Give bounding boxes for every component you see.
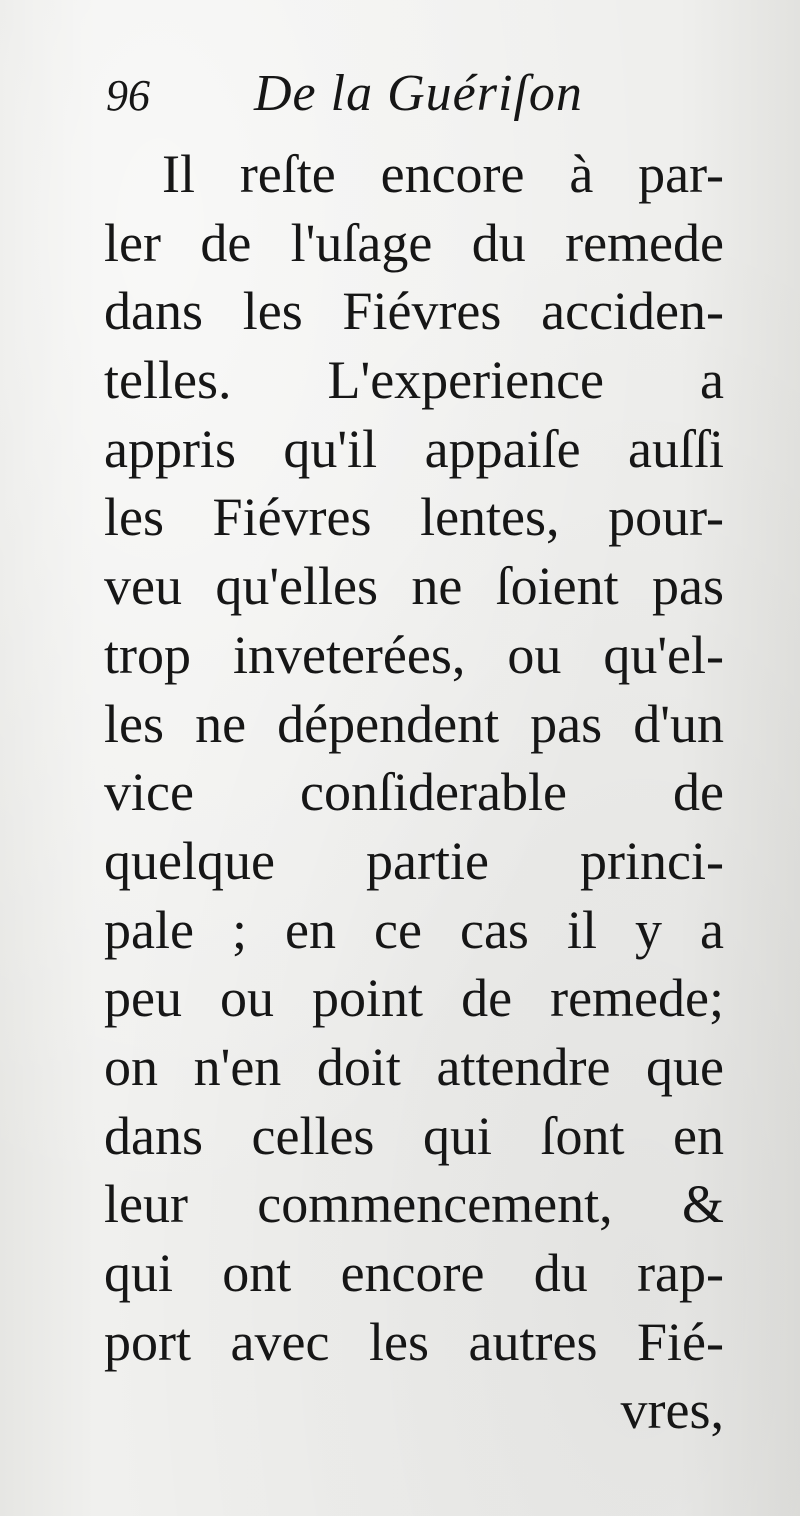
text-line: qui ont encore du rap- bbox=[104, 1243, 724, 1303]
body-text bbox=[104, 140, 724, 1445]
text-line: appris qu'il appaiſe auſſi bbox=[104, 418, 724, 479]
text-line: on n'en doit attendre que bbox=[104, 1036, 724, 1097]
text-line: Il reſte encore à par- bbox=[162, 144, 724, 204]
catchword: vres, bbox=[620, 1380, 724, 1441]
text-line: dans celles qui ſont en bbox=[104, 1105, 724, 1166]
page-number: 96 bbox=[106, 71, 150, 120]
text-line: les Fiévres lentes, pour- bbox=[104, 487, 724, 548]
text-line: veu qu'elles ne ſoient pas bbox=[104, 556, 724, 617]
running-head bbox=[104, 64, 724, 134]
text-line: ler de l'uſage du remede bbox=[104, 212, 724, 273]
text-line: dans les Fiévres acciden- bbox=[104, 281, 724, 342]
text-line: les ne dépendent pas d'un bbox=[104, 693, 724, 754]
text-line: pale ; en ce cas il y a bbox=[104, 899, 724, 960]
text-line: quelque partie princi- bbox=[104, 830, 724, 891]
text-line: trop inveterées, ou qu'el- bbox=[104, 624, 724, 685]
text-line: leur commencement, & bbox=[104, 1174, 724, 1235]
running-title: De la Guériſon bbox=[254, 65, 583, 122]
text-line: vice conſiderable de bbox=[104, 762, 724, 823]
text-line: peu ou point de remede; bbox=[104, 968, 724, 1029]
text-line: port avec les autres Fié- bbox=[104, 1311, 724, 1372]
text-line: telles. L'experience a bbox=[104, 350, 724, 411]
